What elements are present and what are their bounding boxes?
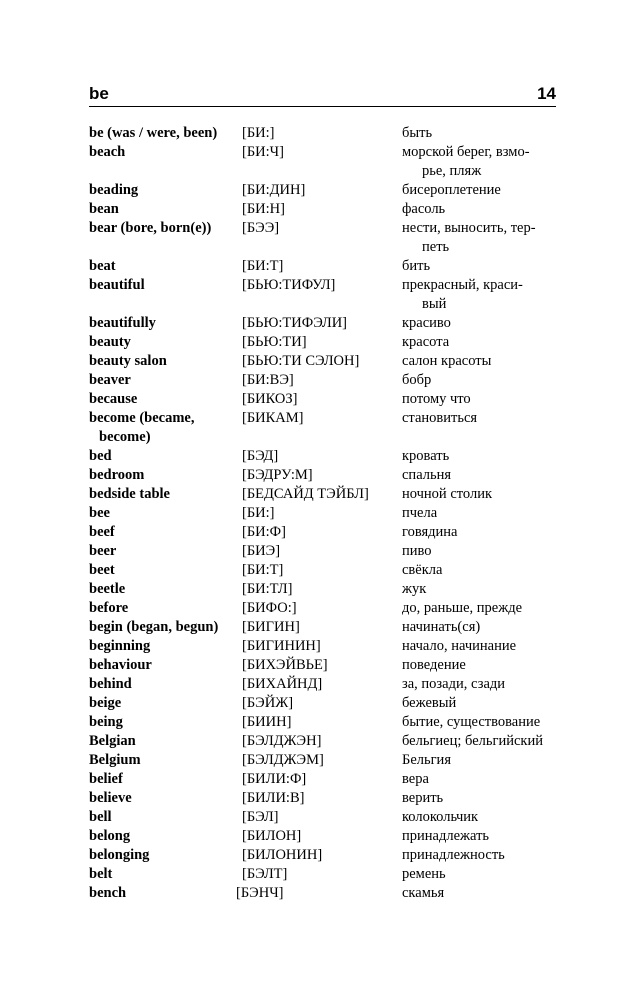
entry-translation-line: за, позади, сзади bbox=[402, 676, 506, 692]
entry-transcription: [БЭЛ] bbox=[242, 809, 279, 825]
entry-transcription: [БЭЛДЖЭН] bbox=[242, 733, 322, 749]
entry-word-line: beetle bbox=[89, 581, 126, 597]
entry-word bbox=[89, 732, 239, 751]
entry-translation-line: до, раньше, прежде bbox=[402, 600, 523, 616]
entry-transcription: [БЬЮ:ТИФУЛ] bbox=[242, 277, 336, 293]
entry-row bbox=[0, 523, 619, 542]
entry-word bbox=[89, 580, 239, 599]
entry-row bbox=[0, 542, 619, 561]
entry-transcription: [БИ:Т] bbox=[242, 258, 284, 274]
entry-translation-line: потому что bbox=[402, 391, 471, 407]
entry-translation-line: бисероплетение bbox=[402, 182, 501, 198]
entry-translation-line: начало, начинание bbox=[402, 638, 517, 654]
entry-translation bbox=[402, 865, 562, 884]
entry-translation-line: бежевый bbox=[402, 695, 457, 711]
entry-word-line: Belgium bbox=[89, 752, 141, 768]
entry-transcription: [БИ:] bbox=[242, 125, 275, 141]
entry-row bbox=[0, 257, 619, 276]
entry-translation bbox=[402, 352, 562, 371]
entry-word bbox=[89, 561, 239, 580]
entry-transcription: [БИГИНИН] bbox=[242, 638, 321, 654]
entry-transcription: [БИХАЙНД] bbox=[242, 676, 323, 692]
entry-translation bbox=[402, 143, 562, 181]
entry-word-line: beige bbox=[89, 695, 122, 711]
entry-transcription: [БИ:ВЭ] bbox=[242, 372, 294, 388]
entry-translation bbox=[402, 257, 562, 276]
entry-translation bbox=[402, 808, 562, 827]
entry-translation bbox=[402, 314, 562, 333]
entry-word-line: behind bbox=[89, 676, 132, 692]
entry-translation bbox=[402, 675, 562, 694]
entry-translation-line: спальня bbox=[402, 467, 452, 483]
entry-word-line: beat bbox=[89, 258, 116, 274]
entry-row bbox=[0, 808, 619, 827]
entry-translation-line: кровать bbox=[402, 448, 450, 464]
entry-transcription: [БИ:Н] bbox=[242, 201, 285, 217]
entry-word bbox=[89, 504, 239, 523]
entry-word-line: bedroom bbox=[89, 467, 145, 483]
dictionary-entries bbox=[0, 124, 619, 903]
entry-word bbox=[89, 713, 239, 732]
entry-translation bbox=[402, 371, 562, 390]
entry-transcription: [БЭД] bbox=[242, 448, 279, 464]
entry-translation-line: бельгиец; бельгийский bbox=[402, 733, 543, 749]
entry-row bbox=[0, 694, 619, 713]
entry-word-line: because bbox=[89, 391, 138, 407]
entry-transcription: [БИЛОН] bbox=[242, 828, 302, 844]
entry-row bbox=[0, 713, 619, 732]
entry-row bbox=[0, 143, 619, 181]
entry-word bbox=[89, 124, 239, 143]
entry-translation-line: Бельгия bbox=[402, 752, 451, 768]
entry-word bbox=[89, 770, 239, 789]
entry-row bbox=[0, 865, 619, 884]
entry-word bbox=[89, 485, 239, 504]
entry-row bbox=[0, 390, 619, 409]
entry-translation bbox=[402, 181, 562, 200]
entry-transcription: [БЬЮ:ТИ СЭЛОН] bbox=[242, 353, 360, 369]
entry-word bbox=[89, 789, 239, 808]
entry-translation bbox=[402, 713, 562, 732]
entry-word bbox=[89, 447, 239, 466]
entry-word-line: belong bbox=[89, 828, 131, 844]
entry-word bbox=[89, 656, 239, 675]
entry-translation-line: рье, пляж bbox=[422, 163, 482, 179]
entry-row bbox=[0, 333, 619, 352]
entry-translation bbox=[402, 504, 562, 523]
entry-row bbox=[0, 732, 619, 751]
entry-transcription: [БИ:] bbox=[242, 505, 275, 521]
entry-translation bbox=[402, 789, 562, 808]
entry-word bbox=[89, 314, 239, 333]
entry-row bbox=[0, 276, 619, 314]
entry-translation bbox=[402, 390, 562, 409]
entry-row bbox=[0, 371, 619, 390]
entry-transcription: [БИКОЗ] bbox=[242, 391, 298, 407]
entry-row bbox=[0, 637, 619, 656]
entry-translation bbox=[402, 485, 562, 504]
entry-word bbox=[89, 523, 239, 542]
entry-translation bbox=[402, 200, 562, 219]
entry-row bbox=[0, 314, 619, 333]
entry-transcription: [БИФО:] bbox=[242, 600, 297, 616]
entry-row bbox=[0, 846, 619, 865]
entry-word bbox=[89, 827, 239, 846]
entry-translation bbox=[402, 732, 562, 751]
entry-transcription: [БИЛОНИН] bbox=[242, 847, 323, 863]
entry-word-line: believe bbox=[89, 790, 132, 806]
entry-translation-line: свёкла bbox=[402, 562, 443, 578]
entry-word bbox=[89, 257, 239, 276]
entry-row bbox=[0, 466, 619, 485]
entry-translation bbox=[402, 124, 562, 143]
entry-translation-line: красиво bbox=[402, 315, 451, 331]
entry-translation bbox=[402, 219, 562, 257]
entry-word bbox=[89, 200, 239, 219]
entry-word-line: belief bbox=[89, 771, 123, 787]
entry-translation-line: бобр bbox=[402, 372, 432, 388]
entry-word bbox=[89, 846, 239, 865]
entry-row bbox=[0, 352, 619, 371]
entry-word-line: bedside table bbox=[89, 486, 170, 502]
entry-word bbox=[89, 181, 239, 200]
entry-row bbox=[0, 124, 619, 143]
entry-transcription: [БИ:ДИН] bbox=[242, 182, 306, 198]
entry-translation bbox=[402, 751, 562, 770]
entry-transcription: [БИ:Ч] bbox=[242, 144, 284, 160]
entry-row bbox=[0, 561, 619, 580]
entry-transcription: [БИЛИ:В] bbox=[242, 790, 305, 806]
entry-transcription: [БЬЮ:ТИФЭЛИ] bbox=[242, 315, 347, 331]
entry-transcription: [БЭДРУ:М] bbox=[242, 467, 313, 483]
entry-transcription: [БЬЮ:ТИ] bbox=[242, 334, 307, 350]
entry-row bbox=[0, 200, 619, 219]
entry-word-line: bench bbox=[89, 885, 127, 901]
entry-word bbox=[89, 884, 239, 903]
entry-translation-line: колокольчик bbox=[402, 809, 479, 825]
entry-row bbox=[0, 789, 619, 808]
entry-translation-line: скамья bbox=[402, 885, 445, 901]
entry-translation-line: пиво bbox=[402, 543, 432, 559]
entry-row bbox=[0, 504, 619, 523]
entry-word bbox=[89, 694, 239, 713]
entry-word-line: become (became, bbox=[89, 410, 195, 426]
entry-word-line: Belgian bbox=[89, 733, 136, 749]
entry-transcription: [БИГИН] bbox=[242, 619, 300, 635]
entry-word-line: bear (bore, born(e)) bbox=[89, 220, 212, 236]
entry-translation bbox=[402, 447, 562, 466]
entry-word bbox=[89, 219, 239, 238]
entry-word-line: behaviour bbox=[89, 657, 152, 673]
entry-transcription: [БЭЛТ] bbox=[242, 866, 288, 882]
entry-translation bbox=[402, 770, 562, 789]
entry-word bbox=[89, 675, 239, 694]
entry-transcription: [БИ:Т] bbox=[242, 562, 284, 578]
entry-translation-line: пчела bbox=[402, 505, 438, 521]
entry-word-line: before bbox=[89, 600, 129, 616]
entry-row bbox=[0, 485, 619, 504]
entry-translation-line: морской берег, взмо- bbox=[402, 144, 530, 160]
entry-word bbox=[89, 352, 239, 371]
entry-word-line: beach bbox=[89, 144, 126, 160]
entry-word-line: belonging bbox=[89, 847, 150, 863]
entry-translation bbox=[402, 637, 562, 656]
entry-translation bbox=[402, 409, 562, 428]
entry-row bbox=[0, 884, 619, 903]
entry-transcription: [БИЛИ:Ф] bbox=[242, 771, 307, 787]
entry-translation bbox=[402, 656, 562, 675]
entry-translation bbox=[402, 561, 562, 580]
entry-transcription: [БИИН] bbox=[242, 714, 292, 730]
entry-word bbox=[89, 618, 239, 637]
entry-translation bbox=[402, 466, 562, 485]
entry-translation bbox=[402, 276, 562, 314]
entry-translation-line: прекрасный, краси- bbox=[402, 277, 523, 293]
entry-translation bbox=[402, 827, 562, 846]
entry-transcription: [БИКАМ] bbox=[242, 410, 304, 426]
entry-word-line: bean bbox=[89, 201, 119, 217]
entry-row bbox=[0, 656, 619, 675]
entry-translation-line: поведение bbox=[402, 657, 466, 673]
entry-translation-line: фасоль bbox=[402, 201, 446, 217]
entry-translation-line: петь bbox=[422, 239, 450, 255]
entry-translation bbox=[402, 599, 562, 618]
entry-translation-line: принадлежать bbox=[402, 828, 490, 844]
page-header bbox=[89, 84, 556, 106]
entry-translation-line: ночной столик bbox=[402, 486, 493, 502]
entry-word-line: be (was / were, been) bbox=[89, 125, 218, 141]
entry-translation bbox=[402, 846, 562, 865]
entry-word-line: beautifully bbox=[89, 315, 156, 331]
entry-row bbox=[0, 770, 619, 789]
entry-word-line: beginning bbox=[89, 638, 151, 654]
entry-word-line: beading bbox=[89, 182, 139, 198]
entry-translation-line: становиться bbox=[402, 410, 478, 426]
entry-transcription: [БЭНЧ] bbox=[236, 885, 284, 901]
header-guide-word: be bbox=[89, 84, 109, 103]
entry-row bbox=[0, 447, 619, 466]
entry-word-line: begin (began, begun) bbox=[89, 619, 219, 635]
entry-row bbox=[0, 751, 619, 770]
entry-translation-line: ремень bbox=[402, 866, 446, 882]
entry-translation bbox=[402, 523, 562, 542]
entry-word bbox=[89, 751, 239, 770]
entry-translation-line: красота bbox=[402, 334, 450, 350]
entry-transcription: [БЕДСАЙД ТЭЙБЛ] bbox=[242, 486, 369, 502]
entry-word-line: beet bbox=[89, 562, 115, 578]
entry-translation-line: вера bbox=[402, 771, 429, 787]
entry-translation-line: салон красоты bbox=[402, 353, 492, 369]
entry-word bbox=[89, 143, 239, 162]
entry-translation-line: жук bbox=[402, 581, 427, 597]
entry-row bbox=[0, 827, 619, 846]
entry-translation bbox=[402, 694, 562, 713]
entry-word-line: become) bbox=[99, 429, 151, 445]
entry-translation bbox=[402, 580, 562, 599]
entry-word-line: bell bbox=[89, 809, 112, 825]
entry-row bbox=[0, 580, 619, 599]
entry-translation-line: верить bbox=[402, 790, 444, 806]
entry-row bbox=[0, 219, 619, 257]
entry-translation-line: нести, выносить, тер- bbox=[402, 220, 536, 236]
entry-word bbox=[89, 390, 239, 409]
entry-translation-line: быть bbox=[402, 125, 433, 141]
entry-word-line: bed bbox=[89, 448, 112, 464]
entry-transcription: [БИХЭЙВЬЕ] bbox=[242, 657, 328, 673]
entry-translation bbox=[402, 542, 562, 561]
entry-word bbox=[89, 371, 239, 390]
entry-row bbox=[0, 675, 619, 694]
entry-word-line: beef bbox=[89, 524, 115, 540]
entry-word bbox=[89, 409, 239, 447]
entry-word bbox=[89, 637, 239, 656]
entry-translation-line: принадлежность bbox=[402, 847, 505, 863]
entry-translation-line: вый bbox=[422, 296, 447, 312]
entry-translation-line: начинать(ся) bbox=[402, 619, 481, 635]
entry-word bbox=[89, 333, 239, 352]
entry-row bbox=[0, 409, 619, 447]
entry-word bbox=[89, 865, 239, 884]
entry-transcription: [БЭЛДЖЭМ] bbox=[242, 752, 324, 768]
entry-translation bbox=[402, 884, 562, 903]
entry-transcription: [БИ:Ф] bbox=[242, 524, 286, 540]
entry-word bbox=[89, 808, 239, 827]
entry-word-line: belt bbox=[89, 866, 113, 882]
entry-translation-line: бытие, существование bbox=[402, 714, 541, 730]
entry-translation-line: говядина bbox=[402, 524, 458, 540]
entry-transcription: [БЭЙЖ] bbox=[242, 695, 294, 711]
entry-word-line: beauty bbox=[89, 334, 131, 350]
entry-word-line: beauty salon bbox=[89, 353, 167, 369]
entry-row bbox=[0, 618, 619, 637]
entry-word-line: beer bbox=[89, 543, 117, 559]
entry-word bbox=[89, 466, 239, 485]
entry-word bbox=[89, 276, 239, 295]
header-rule bbox=[89, 106, 556, 107]
entry-word bbox=[89, 542, 239, 561]
entry-transcription: [БЭЭ] bbox=[242, 220, 280, 236]
entry-transcription: [БИ:ТЛ] bbox=[242, 581, 293, 597]
entry-translation bbox=[402, 333, 562, 352]
entry-word bbox=[89, 599, 239, 618]
entry-word-line: bee bbox=[89, 505, 110, 521]
entry-row bbox=[0, 181, 619, 200]
entry-word-line: beautiful bbox=[89, 277, 145, 293]
entry-row bbox=[0, 599, 619, 618]
entry-translation-line: бить bbox=[402, 258, 431, 274]
entry-transcription: [БИЭ] bbox=[242, 543, 281, 559]
entry-translation bbox=[402, 618, 562, 637]
entry-word-line: beaver bbox=[89, 372, 131, 388]
page-number: 14 bbox=[537, 84, 556, 103]
entry-word-line: being bbox=[89, 714, 123, 730]
